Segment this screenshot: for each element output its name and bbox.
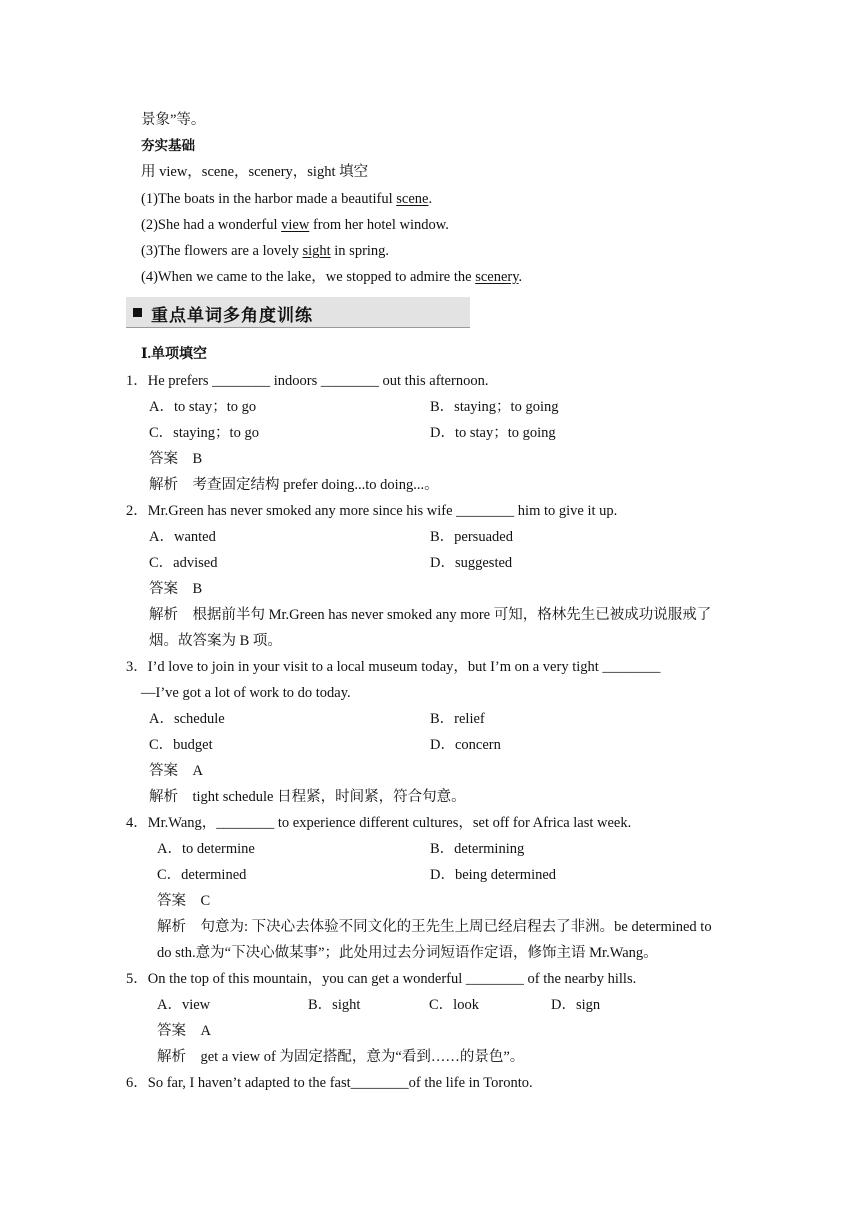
question-4-option-c: C．determined <box>157 867 247 883</box>
intro-continuation: 景象”等。 <box>141 112 206 128</box>
question-2-analysis-line-2: 烟。故答案为 B 项。 <box>149 633 282 649</box>
question-4-option-b: B．determining <box>430 841 525 857</box>
item-text-end: in spring. <box>330 243 390 259</box>
question-1-option-b: B．staying；to going <box>430 399 559 415</box>
item-text: (1)The boats in the harbor made a beautiful <box>141 191 397 207</box>
section-header <box>126 297 470 328</box>
item-answer: scenery <box>475 269 519 285</box>
question-4-analysis-line-1: 解析 句意为: 下决心去体验不同文化的王先生上周已经启程去了非洲。be determined to <box>157 919 712 935</box>
question-2-analysis-line-1: 解析 根据前半句 Mr.Green has never smoked any more 可知，格林先生已被成功说服戒了 <box>149 607 712 623</box>
question-4-option-a: A．to determine <box>157 841 255 857</box>
question-3-stem-line-1: 3．I’d love to join in your visit to a local museum today，but I’m on a very tight ________ <box>126 659 661 675</box>
intro-item-3 <box>141 241 389 261</box>
question-1-stem: 1．He prefers ________ indoors ________ out this afternoon. <box>126 373 489 389</box>
item-text: (3)The flowers are a lovely <box>141 243 303 259</box>
item-text-end: from her hotel window. <box>309 217 449 233</box>
item-answer: scene <box>396 191 429 207</box>
question-5-stem: 5．On the top of this mountain，you can get a wonderful ________ of the nearby hills. <box>126 971 637 987</box>
question-3-analysis: 解析 tight schedule 日程紧，时间紧，符合句意。 <box>149 789 466 805</box>
question-5-option-d: D．sign <box>551 997 601 1013</box>
question-4-answer: 答案 C <box>157 893 211 909</box>
question-5-answer: 答案 A <box>157 1023 211 1039</box>
item-text-end: . <box>518 269 523 285</box>
item-text: (2)She had a wonderful <box>141 217 282 233</box>
intro-item-4 <box>141 267 522 287</box>
question-1-option-d: D．to stay；to going <box>430 425 556 441</box>
question-3-answer: 答案 A <box>149 763 203 779</box>
question-3-option-c: C．budget <box>149 737 213 753</box>
question-3-option-b: B．relief <box>430 711 485 727</box>
question-2-stem: 2．Mr.Green has never smoked any more since his wife ________ him to give it up. <box>126 503 618 519</box>
item-text-end: . <box>428 191 433 207</box>
intro-instruction: 用 view，scene，scenery，sight 填空 <box>141 164 369 180</box>
question-3-stem-line-2: —I’ve got a lot of work to do today. <box>141 685 351 701</box>
question-5-option-c: C．look <box>429 997 479 1013</box>
intro-heading: 夯实基础 <box>141 138 195 154</box>
question-3-option-d: D．concern <box>430 737 501 753</box>
question-2-option-a: A．wanted <box>149 529 216 545</box>
question-2-answer: 答案 B <box>149 581 203 597</box>
section-title: 重点单词多角度训练 <box>151 306 313 326</box>
question-1-option-a: A．to stay；to go <box>149 399 257 415</box>
question-2-option-c: C．advised <box>149 555 218 571</box>
question-5-analysis: 解析 get a view of 为固定搭配，意为“看到……的景色”。 <box>157 1049 525 1065</box>
intro-item-1 <box>141 189 432 209</box>
question-4-stem: 4．Mr.Wang，________ to experience different cultures，set off for Africa last week. <box>126 815 632 831</box>
question-1-option-c: C．staying；to go <box>149 425 259 441</box>
item-text: (4)When we came to the lake，we stopped to admire the <box>141 269 476 285</box>
question-2-option-d: D．suggested <box>430 555 513 571</box>
part-heading: Ⅰ.单项填空 <box>141 347 208 362</box>
item-answer: sight <box>302 243 331 259</box>
intro-item-2 <box>141 215 449 235</box>
question-5-option-a: A．view <box>157 997 211 1013</box>
question-1-analysis: 解析 考查固定结构 prefer doing...to doing...。 <box>149 477 439 493</box>
question-1-answer: 答案 B <box>149 451 203 467</box>
question-5-option-b: B．sight <box>308 997 361 1013</box>
question-4-option-d: D．being determined <box>430 867 557 883</box>
question-6-stem: 6．So far, I haven’t adapted to the fast________of the life in Toronto. <box>126 1075 533 1091</box>
question-2-option-b: B．persuaded <box>430 529 513 545</box>
square-bullet-icon <box>133 308 142 317</box>
question-3-option-a: A．schedule <box>149 711 225 727</box>
item-answer: view <box>281 217 310 233</box>
question-4-analysis-line-2: do sth.意为“下决心做某事”；此处用过去分词短语作定语，修饰主语 Mr.Wang。 <box>157 945 658 961</box>
